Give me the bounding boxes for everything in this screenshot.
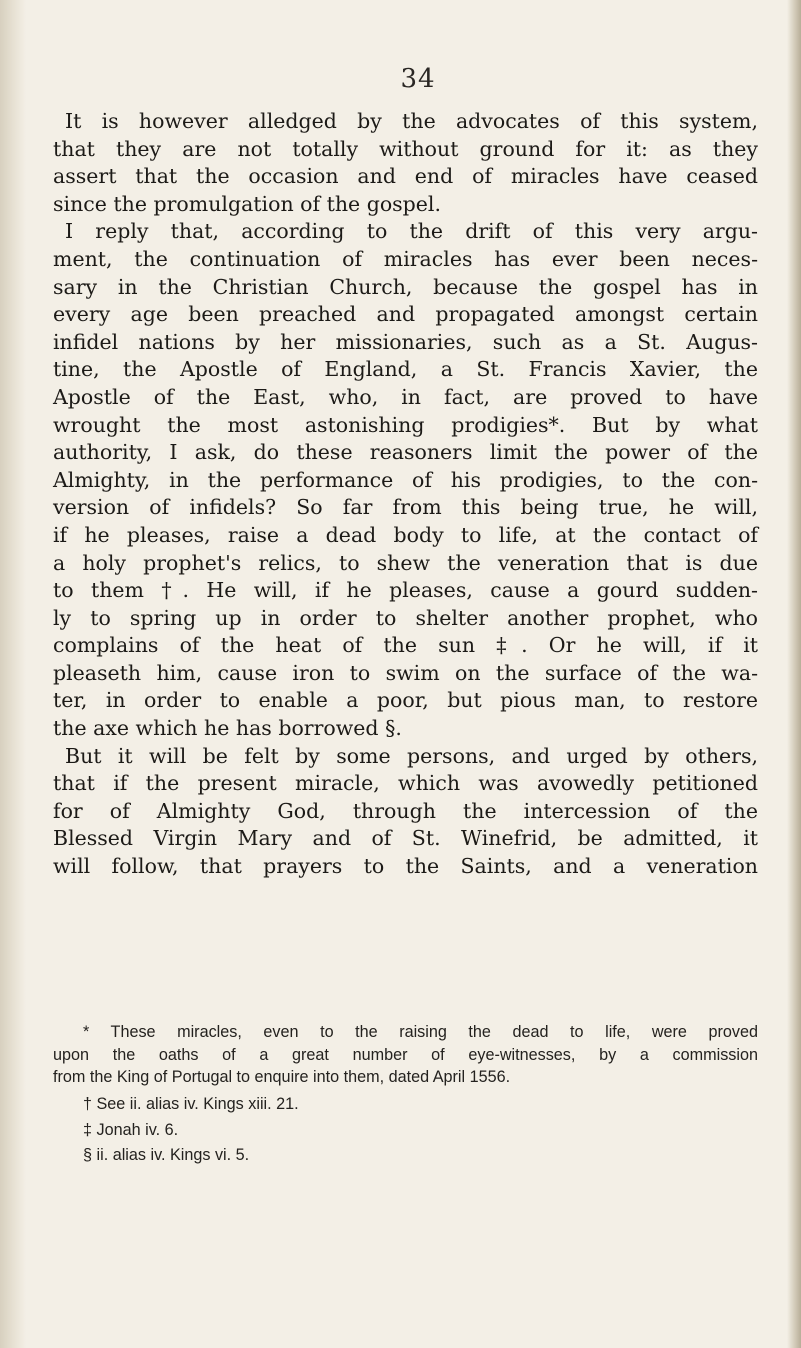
text-line: It is however alledged by the advocates of this system, bbox=[65, 109, 758, 133]
page-edge bbox=[787, 0, 801, 1348]
text-line: ter, in order to enable a poor, but pious man, to restore bbox=[53, 688, 758, 713]
footnote-line: † See ii. alias iv. Kings xiii. 21. bbox=[83, 1094, 299, 1113]
text-line: ment, the continuation of miracles has ever been neces- bbox=[53, 246, 758, 271]
text-line: authority, I ask, do these reasoners limit the power of the bbox=[53, 440, 758, 465]
text-line: will follow, that prayers to the Saints, and a veneration bbox=[53, 854, 758, 879]
text-line: assert that the occasion and end of miracles have ceased bbox=[53, 164, 758, 189]
text-line: a holy prophet's relics, to shew the veneration that is due bbox=[53, 550, 758, 575]
text-line: that if the present miracle, which was avowedly petitioned bbox=[53, 771, 758, 796]
footnote-line: from the King of Portugal to enquire into them, dated April 1556. bbox=[53, 1068, 511, 1087]
page-gutter-shadow bbox=[0, 0, 26, 1348]
text-line: infidel nations by her missionaries, such as a St. Augus- bbox=[53, 329, 758, 354]
text-line: the axe which he has borrowed §. bbox=[53, 716, 402, 741]
text-line: version of infidels? So far from this being true, he will, bbox=[53, 495, 758, 520]
text-line: if he pleases, raise a dead body to life, at the contact of bbox=[53, 522, 758, 547]
footnote-line: upon the oaths of a great number of eye-witnesses, by a commission bbox=[53, 1045, 758, 1064]
text-line: ly to spring up in order to shelter another prophet, who bbox=[53, 605, 758, 630]
text-line: since the promulgation of the gospel. bbox=[53, 191, 442, 216]
text-line: sary in the Christian Church, because the gospel has in bbox=[53, 274, 758, 299]
text-line: pleaseth him, cause iron to swim on the surface of the wa- bbox=[53, 660, 758, 685]
text-line: for of Almighty God, through the intercession of the bbox=[53, 798, 758, 823]
footnote-line: § ii. alias iv. Kings vi. 5. bbox=[83, 1145, 250, 1164]
text-line: tine, the Apostle of England, a St. Francis Xavier, the bbox=[53, 357, 758, 382]
text-line: I reply that, according to the drift of this very argu- bbox=[65, 219, 758, 244]
text-line: to them †. He will, if he pleases, cause a gourd sudden- bbox=[53, 578, 758, 603]
text-line: Blessed Virgin Mary and of St. Winefrid, be admitted, it bbox=[53, 826, 758, 851]
text-line: that they are not totally without ground for it: as they bbox=[53, 136, 758, 161]
text-line: But it will be felt by some persons, and urged by others, bbox=[65, 743, 758, 768]
text-line: wrought the most astonishing prodigies*. But by what bbox=[53, 412, 758, 437]
page-number: 34 bbox=[400, 64, 436, 94]
body-text bbox=[53, 108, 758, 881]
text-line: Almighty, in the performance of his prodigies, to the con- bbox=[53, 467, 758, 492]
footnotes bbox=[53, 1021, 758, 1167]
footnote-line: ‡ Jonah iv. 6. bbox=[83, 1121, 179, 1140]
text-line: complains of the heat of the sun ‡. Or he will, if it bbox=[53, 633, 758, 658]
footnote-line: * These miracles, even to the raising the dead to life, were proved bbox=[83, 1023, 758, 1041]
text-line: Apostle of the East, who, in fact, are proved to have bbox=[53, 384, 758, 409]
text-line: every age been preached and propagated amongst certain bbox=[53, 302, 758, 327]
